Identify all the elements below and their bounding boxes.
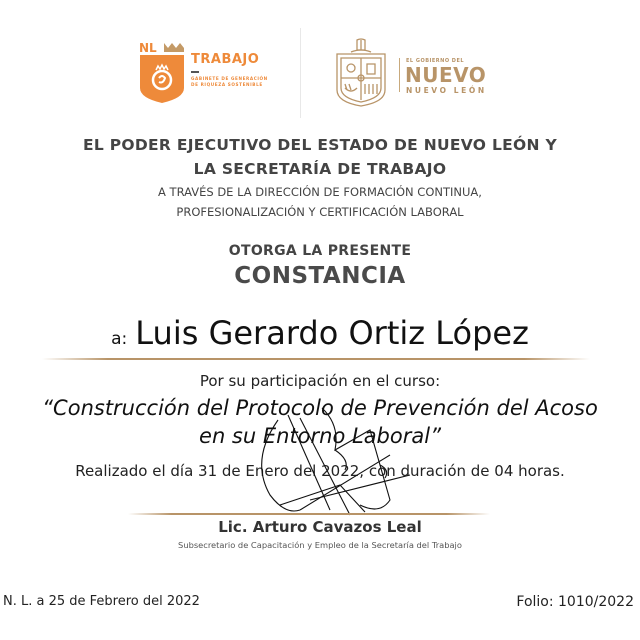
course-intro: Por su participación en el curso: — [199, 372, 441, 390]
course-details: Realizado el día 31 de Enero del 2022, con duración de 04 horas. — [75, 462, 565, 480]
gobierno-line1: EL GOBIERNO DEL — [406, 58, 465, 64]
issue-date: N. L. a 25 de Febrero del 2022 — [3, 594, 200, 609]
divider — [191, 71, 199, 73]
trabajo-title: TRABAJO — [191, 52, 260, 67]
course-name-line1: “Construcción del Protocolo de Prevención del Acoso — [42, 396, 598, 420]
signatory-name: Lic. Arturo Cavazos Leal — [218, 518, 422, 536]
gobierno-logo — [333, 38, 493, 108]
subtitle-line: DE RIQUEZA SOSTENIBLE — [191, 81, 263, 87]
course-name-line2: en su Entorno Laboral” — [199, 424, 441, 448]
subtitle-line: GABINETE DE GENERACIÓN — [191, 76, 268, 81]
recipient-prefix: a: — [111, 329, 128, 349]
shield-icon — [138, 40, 188, 104]
grant-line: OTORGA LA PRESENTE — [228, 243, 412, 259]
issuer-line1: EL PODER EJECUTIVO DEL ESTADO DE NUEVO LEÓN Y — [82, 136, 558, 154]
folio-number: Folio: 1010/2022 — [516, 594, 634, 610]
recipient-name: Luis Gerardo Ortiz López — [135, 314, 529, 352]
gobierno-line3: NUEVO LEÓN — [406, 86, 487, 95]
divider — [399, 58, 400, 92]
issuer-line3: A TRAVÉS DE LA DIRECCIÓN DE FORMACIÓN CONTINUA, — [158, 185, 482, 199]
name-underline — [42, 358, 590, 360]
coat-of-arms-icon — [333, 38, 389, 108]
gobierno-line2: NUEVO — [405, 63, 487, 87]
signatory-title: Subsecretario de Capacitación y Empleo de la Secretaría del Trabajo — [178, 540, 462, 550]
issuer-line2: LA SECRETARÍA DE TRABAJO — [193, 160, 447, 178]
certificate-title: CONSTANCIA — [234, 263, 406, 289]
signature-line — [128, 513, 490, 515]
recipient — [0, 314, 640, 352]
trabajo-logo — [138, 40, 298, 104]
issuer-line4: PROFESIONALIZACIÓN Y CERTIFICACIÓN LABORAL — [176, 205, 464, 219]
header-divider — [300, 28, 301, 118]
crown-icon — [164, 43, 184, 52]
svg-text:NL: NL — [139, 41, 157, 55]
trabajo-subtitle — [191, 76, 268, 87]
